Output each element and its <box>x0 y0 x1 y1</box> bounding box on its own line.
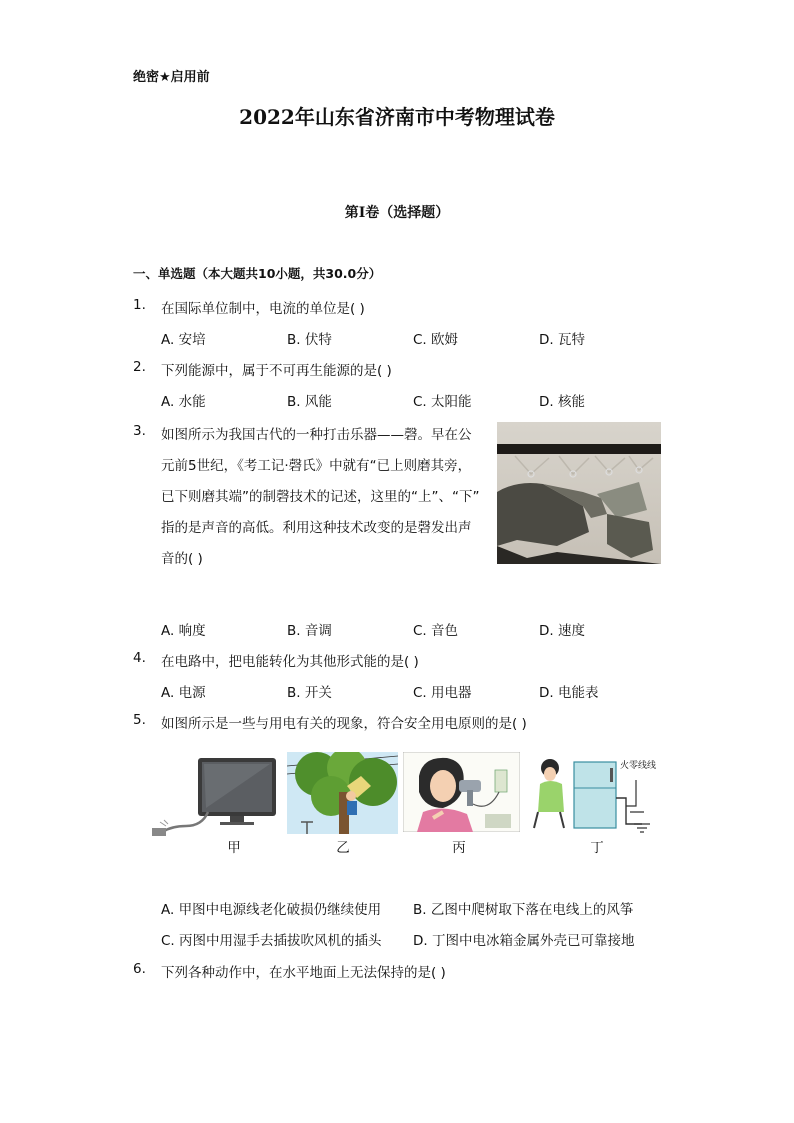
option-d: D. 核能 <box>539 394 585 410</box>
question-number: 6. <box>133 961 146 977</box>
caption-bing: 丙 <box>452 840 466 856</box>
figure-yi-tree <box>287 752 398 834</box>
question-text-line-4: 指的是声音的高低。利用这种技术改变的是磬发出声 <box>161 520 472 536</box>
option-a: A. 响度 <box>161 623 206 639</box>
question-text-line-1: 如图所示为我国古代的一种打击乐器——磬。早在公 <box>161 427 472 443</box>
caption-jia: 甲 <box>227 840 241 856</box>
option-b: B. 开关 <box>287 685 332 701</box>
question-text: 下列能源中，属于不可再生能源的是( ) <box>161 363 392 379</box>
option-d: D. 丁图中电冰箱金属外壳已可靠接地 <box>413 933 635 949</box>
caption-ding: 丁 <box>590 840 604 856</box>
option-c: C. 太阳能 <box>413 394 472 410</box>
exam-title: 2022年山东省济南市中考物理试卷 <box>239 105 555 129</box>
option-a: A. 水能 <box>161 394 206 410</box>
option-d: D. 速度 <box>539 623 585 639</box>
question-number: 2. <box>133 359 146 375</box>
option-d: D. 瓦特 <box>539 332 585 348</box>
part-title: 第I卷（选择题） <box>344 205 450 221</box>
question-text-line-2: 元前5世纪，《考工记·磬氏》中就有“已上则磨其旁， <box>161 458 472 474</box>
option-a: A. 电源 <box>161 685 206 701</box>
option-c: C. 欧姆 <box>413 332 459 348</box>
option-b: B. 乙图中爬树取下落在电线上的风筝 <box>413 902 634 918</box>
option-c: C. 音色 <box>413 623 459 639</box>
section-heading: 一、单选题（本大题共10小题，共30.0分） <box>133 266 382 281</box>
question-number: 3. <box>133 423 146 439</box>
option-a: A. 安培 <box>161 332 206 348</box>
option-c: C. 用电器 <box>413 685 472 701</box>
figure-bing-hairdryer <box>403 752 520 832</box>
chime-stone-photo <box>497 422 661 564</box>
option-b: B. 伏特 <box>287 332 332 348</box>
question-text: 如图所示是一些与用电有关的现象，符合安全用电原则的是( ) <box>161 716 527 732</box>
figure-jia-tv <box>150 752 282 838</box>
caption-yi: 乙 <box>336 840 350 856</box>
question-text: 在电路中，把电能转化为其他形式能的是( ) <box>161 654 419 670</box>
figure-ding-fridge <box>530 752 662 836</box>
option-b: B. 风能 <box>287 394 332 410</box>
confidential-label: 绝密★启用前 <box>133 70 210 85</box>
option-b: B. 音调 <box>287 623 332 639</box>
option-a: A. 甲图中电源线老化破损仍继续使用 <box>161 902 382 918</box>
option-d: D. 电能表 <box>539 685 599 701</box>
question-number: 4. <box>133 650 146 666</box>
question-text-line-3: 已下则磨其端”的制磬技术的记述，这里的“上”、“下” <box>161 489 480 505</box>
fig-ding-label: 火零线线 <box>619 761 657 771</box>
question-text: 下列各种动作中，在水平地面上无法保持的是( ) <box>161 965 446 981</box>
question-text-line-5: 音的( ) <box>161 551 203 567</box>
option-c: C. 丙图中用湿手去插拔吹风机的插头 <box>161 933 382 949</box>
question-text: 在国际单位制中，电流的单位是( ) <box>161 301 365 317</box>
question-number: 1. <box>133 297 146 313</box>
question-number: 5. <box>133 712 146 728</box>
